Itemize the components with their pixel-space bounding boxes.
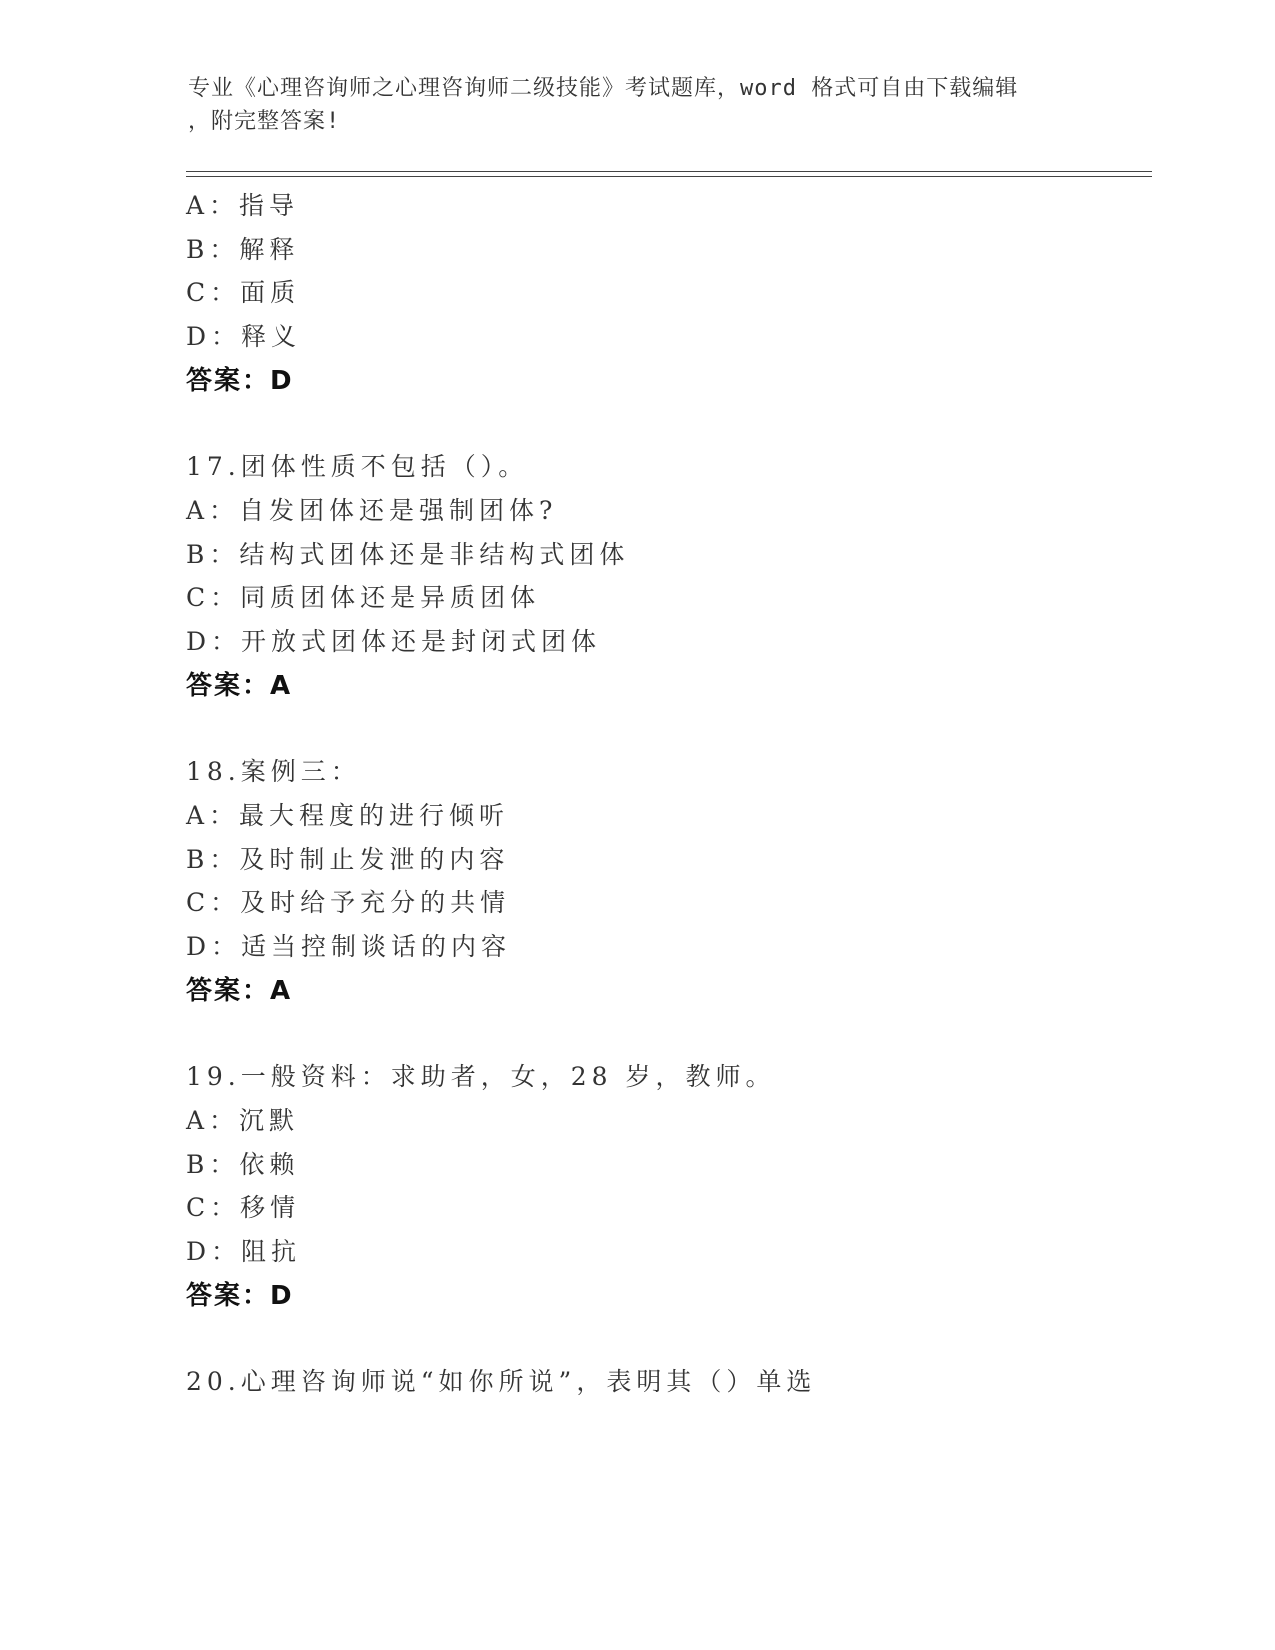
q20-question: 20.心理咨询师说“如你所说”，表明其（）单选 — [186, 1367, 817, 1396]
q19-question: 19.一般资料：求助者，女，28 岁，教师。 — [186, 1062, 776, 1091]
header-line-1: 专业《心理咨询师之心理咨询师二级技能》考试题库，word 格式可自由下载编辑 — [188, 76, 1019, 101]
q19-option-c: C：移情 — [186, 1193, 301, 1222]
q18-answer: 答案：A — [186, 976, 293, 1006]
q17-answer: 答案：A — [186, 671, 293, 701]
q17-option-d: D：开放式团体还是封闭式团体 — [186, 627, 602, 656]
q18-question: 18.案例三： — [186, 757, 361, 786]
header-line-2: ，附完整答案! — [188, 109, 341, 134]
document-header — [188, 72, 1088, 138]
q18-option-b: B：及时制止发泄的内容 — [186, 845, 510, 874]
q17-option-c: C：同质团体还是异质团体 — [186, 583, 541, 612]
q17-question: 17.团体性质不包括（）。 — [186, 452, 529, 481]
header-rule-top — [186, 171, 1152, 172]
q16-option-c: C：面质 — [186, 278, 301, 307]
q16-option-b: B：解释 — [186, 235, 300, 264]
q17-option-b: B：结构式团体还是非结构式团体 — [186, 540, 630, 569]
q19-option-a: A：沉默 — [186, 1106, 300, 1135]
q19-option-b: B：依赖 — [186, 1150, 300, 1179]
header-rule-bottom — [186, 176, 1152, 177]
q16-option-a: A：指导 — [186, 191, 300, 220]
q18-option-c: C：及时给予充分的共情 — [186, 888, 511, 917]
q18-option-a: A：最大程度的进行倾听 — [186, 801, 510, 830]
q16-option-d: D：释义 — [186, 322, 302, 351]
q16-answer: 答案：D — [186, 366, 294, 396]
q19-answer: 答案：D — [186, 1281, 294, 1311]
q18-option-d: D：适当控制谈话的内容 — [186, 932, 512, 961]
q19-option-d: D：阻抗 — [186, 1237, 302, 1266]
q17-option-a: A：自发团体还是强制团体? — [186, 496, 558, 525]
